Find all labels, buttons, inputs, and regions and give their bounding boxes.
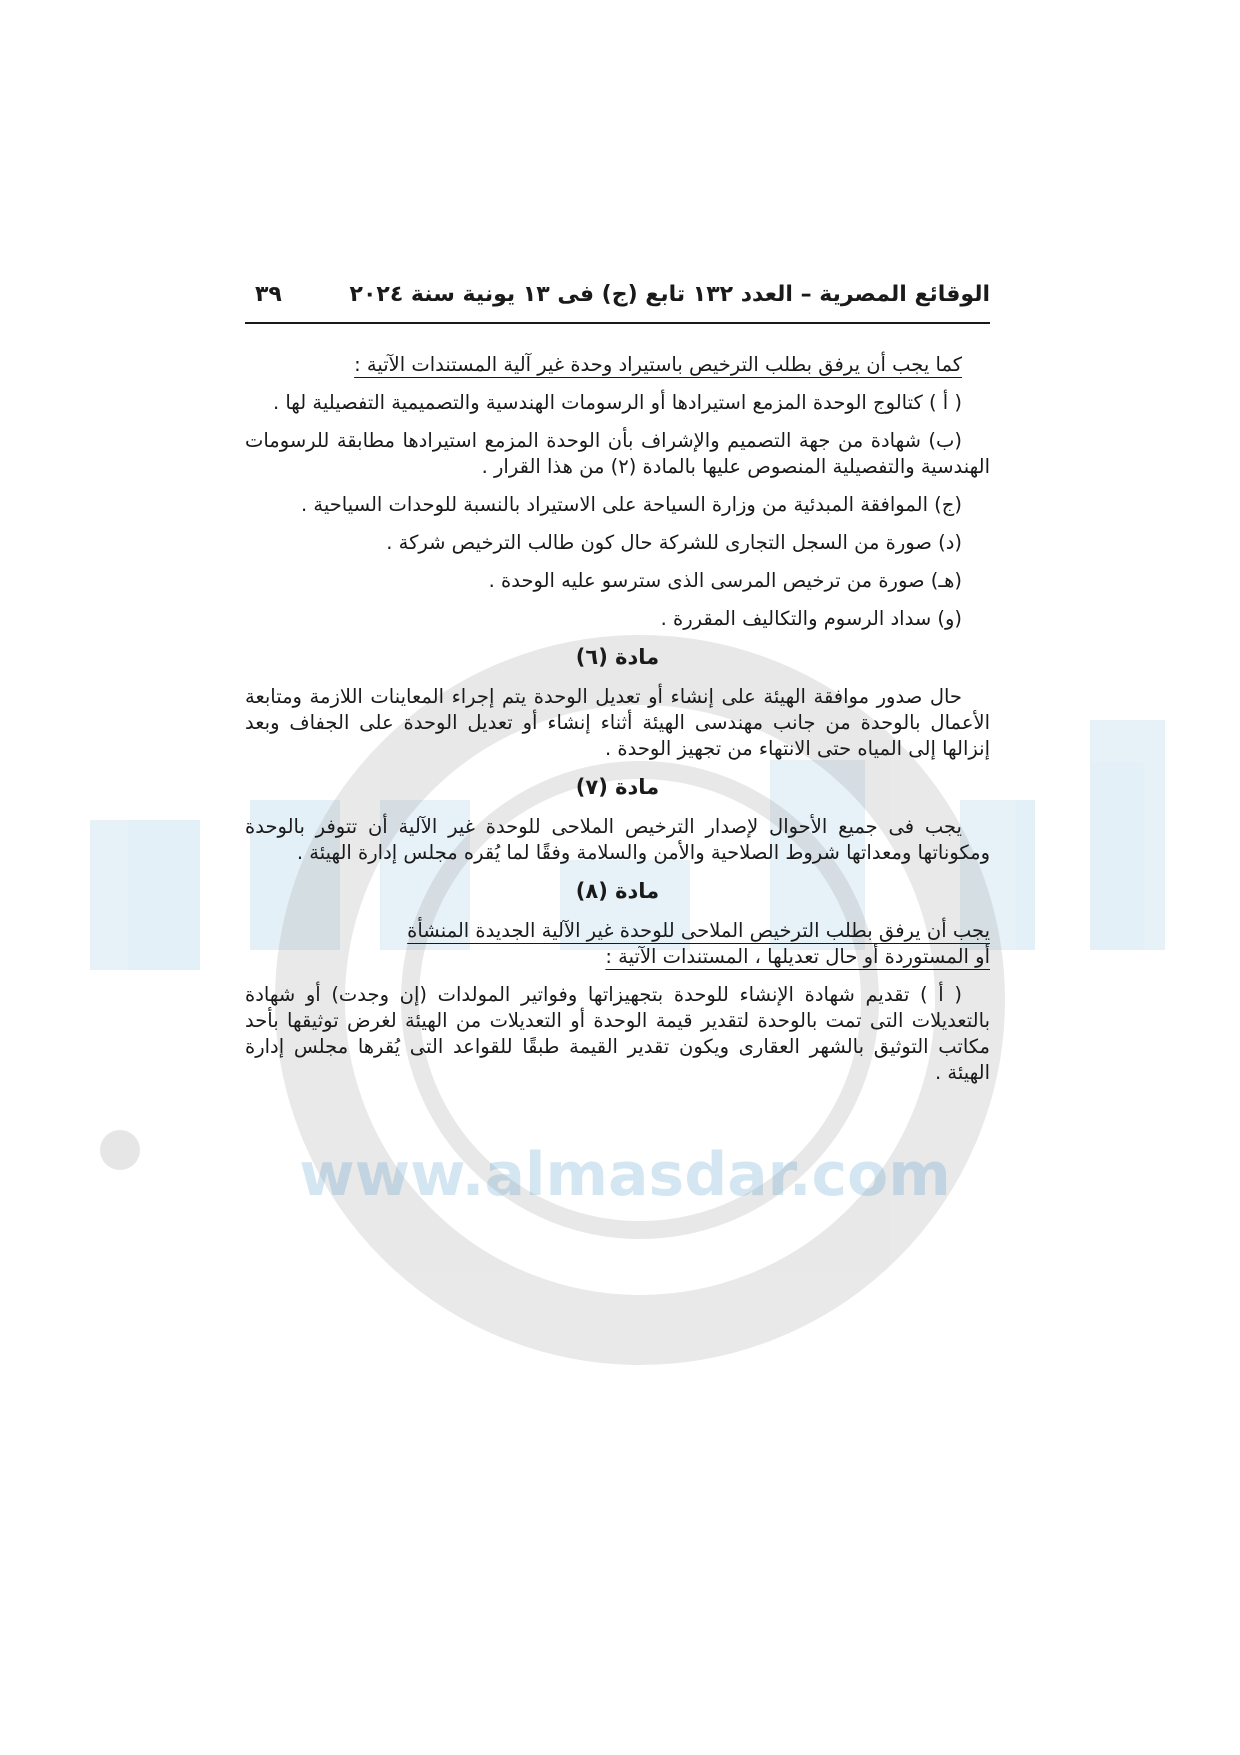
page-number: ٣٩ [255,282,282,307]
watermark-url: www.almasdar.com [299,1140,951,1210]
article-7-heading: مادة (٧) [575,775,660,799]
section5-item-d: (د) صورة من السجل التجارى للشركة حال كون طالب الترخيص شركة . [386,531,962,554]
article-8-intro-line1: يجب أن يرفق بطلب الترخيص الملاحى للوحدة غير الآلية الجديدة المنشأة [407,919,990,942]
article-6-body: حال صدور موافقة الهيئة على إنشاء أو تعديل الوحدة يتم إجراء المعاينات اللازمة ومتابعة الأعمال بالوحدة من جانب مهندسى الهيئة أثناء إنشاء أو تعديل الوحدة على الجفاف وبعد إنزالها إلى المياه حتى الانتهاء من تجهيز الوحدة . [245,685,990,760]
page-header [245,282,990,324]
section5-item-f: (و) سداد الرسوم والتكاليف المقررة . [660,607,962,630]
article-7-body: يجب فى جميع الأحوال لإصدار الترخيص الملاحى للوحدة غير الآلية أن تتوفر بالوحدة ومكوناتها ومعداتها شروط الصلاحية والأمن والسلامة وفقًا لما يُقره مجلس إدارة الهيئة . [245,815,990,864]
section5-item-e: (هـ) صورة من ترخيص المرسى الذى سترسو عليه الوحدة . [488,569,962,592]
article-8-item-a: ( أ ) تقديم شهادة الإنشاء للوحدة بتجهيزاتها وفواتير المولدات (إن وجدت) أو شهادة بالتعديلات التى تمت بالوحدة لتقدير قيمة الوحدة أو التعديلات من الهيئة لغرض توثيقها بأحد مكاتب التوثيق بالشهر العقارى ويكون تقدير القيمة طبقًا للقواعد التى يُقرها مجلس إدارة الهيئة . [245,983,990,1084]
document-page [245,282,990,1098]
article-8-intro [245,918,990,970]
section5-item-b: (ب) شهادة من جهة التصميم والإشراف بأن الوحدة المزمع استيرادها مطابقة للرسومات الهندسية والتفصيلية المنصوص عليها بالمادة (٢) من هذا القرار . [245,429,990,478]
section5-item-a: ( أ ) كتالوج الوحدة المزمع استيرادها أو الرسومات الهندسية والتصميمية التفصيلية لها . [272,391,962,414]
section5-item-c: (ج) الموافقة المبدئية من وزارة السياحة على الاستيراد بالنسبة للوحدات السياحية . [300,493,962,516]
article-8-intro-line2: أو المستوردة أو حال تعديلها ، المستندات الآتية : [605,945,990,968]
section5-intro: كما يجب أن يرفق بطلب الترخيص باستيراد وحدة غير آلية المستندات الآتية : [354,353,962,376]
article-6-heading: مادة (٦) [575,645,660,669]
header-title: الوقائع المصرية – العدد ١٣٢ تابع (ج) فى ١٣ يونية سنة ٢٠٢٤ [349,282,990,307]
article-8-heading: مادة (٨) [575,879,660,903]
